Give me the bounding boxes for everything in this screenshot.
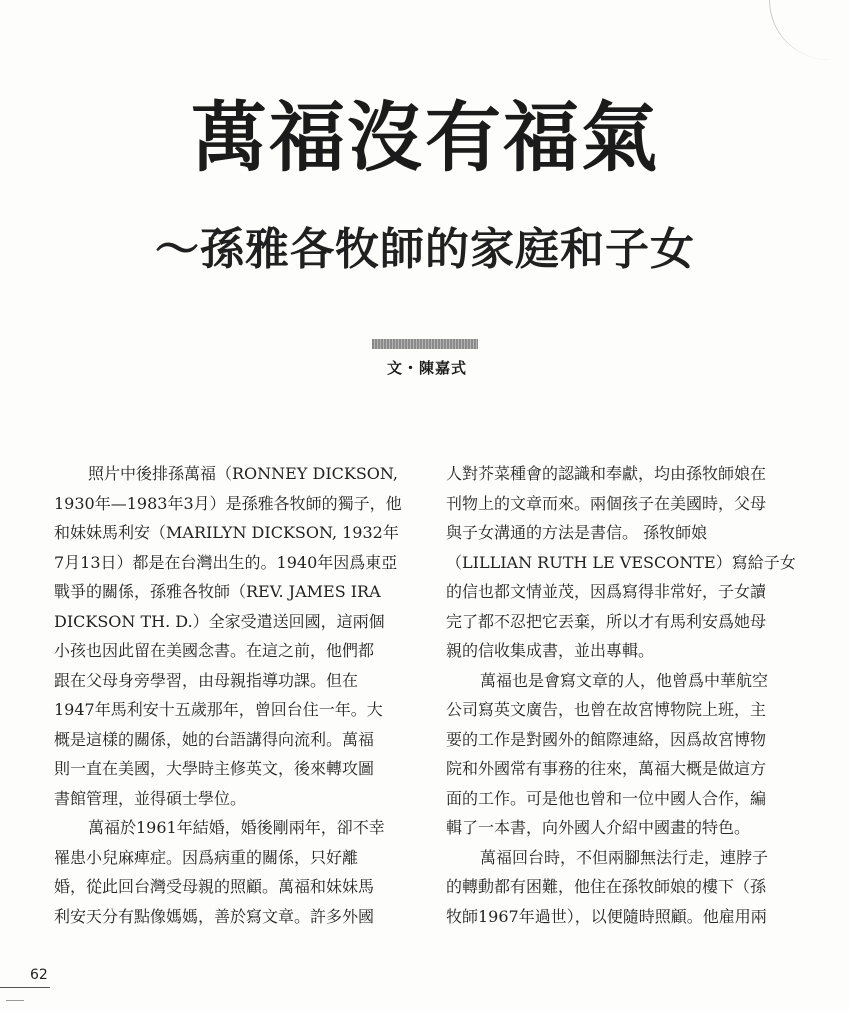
text-line: 的轉動都有困難，他住在孫牧師娘的樓下（孫 bbox=[446, 877, 767, 896]
text-line: 婚，從此回台灣受母親的照顧。萬福和妹妹馬 bbox=[54, 877, 375, 896]
text-line: 照片中後排孫萬福（RONNEY DICKSON, bbox=[88, 464, 398, 483]
text-line: 面的工作。可是他也曾和一位中國人合作，編 bbox=[446, 788, 767, 808]
text-line: 萬福於1961年結婚，婚後剛兩年，卻不幸 bbox=[88, 818, 385, 837]
text-line: （LILLIAN RUTH LE VESCONTE）寫給子女 bbox=[446, 552, 796, 572]
scan-edge-curve bbox=[769, 0, 850, 60]
byline: 文・陳嘉式 bbox=[386, 359, 467, 377]
text-line: 萬福也是會寫文章的人，他曾爲中華航空 bbox=[480, 670, 769, 690]
text-line: 萬福回台時，不但兩腳無法行走，連脖子 bbox=[480, 847, 769, 867]
text-line: 概是這樣的關係，她的台語講得向流利。萬福 bbox=[54, 729, 375, 749]
text-line: 和妹妹馬利安（MARILYN DICKSON, 1932年 bbox=[54, 523, 399, 542]
text-line: 7月13日）都是在台灣出生的。1940年因爲東亞 bbox=[54, 552, 398, 572]
text-line: 完了都不忍把它丟棄，所以才有馬利安爲她母 bbox=[446, 611, 767, 631]
text-line: 公司寫英文廣告，也曾在故宮博物院上班，主 bbox=[446, 700, 767, 719]
text-line: 利安天分有點像媽媽，善於寫文章。許多外國 bbox=[54, 906, 375, 926]
text-line: 要的工作是對國外的館際連絡，因爲故宮博物 bbox=[446, 729, 767, 749]
article-subtitle: ～孫雅各牧師的家庭和子女 bbox=[155, 224, 695, 275]
text-line: 刊物上的文章而來。兩個孩子在美國時，父母 bbox=[446, 493, 767, 513]
left-column bbox=[54, 459, 402, 931]
right-column bbox=[446, 459, 798, 931]
text-line: 1947年馬利安十五歲那年，曾回台住一年。大 bbox=[54, 700, 383, 719]
text-line: 輯了一本書，向外國人介紹中國畫的特色。 bbox=[446, 818, 751, 837]
text-line: 的信也都文情並茂，因爲寫得非常好，子女讀 bbox=[446, 582, 767, 601]
text-line: 牧師1967年過世），以便隨時照顧。他雇用兩 bbox=[446, 906, 767, 926]
text-line: 則一直在美國，大學時主修英文，後來轉攻圖 bbox=[54, 759, 375, 778]
text-line: DICKSON TH. D.）全家受遣送回國，這兩個 bbox=[54, 611, 385, 631]
byline-rule bbox=[372, 339, 478, 349]
text-line: 親的信收集成書，並出專輯。 bbox=[446, 641, 655, 660]
text-line: 書館管理，並得碩士學位。 bbox=[54, 788, 247, 808]
text-line: 院和外國常有事務的往來，萬福大概是做這方 bbox=[446, 759, 767, 778]
text-line: 與子女溝通的方法是書信。 孫牧師娘 bbox=[446, 523, 708, 542]
page-number: 62 bbox=[30, 967, 48, 983]
text-line: 戰爭的關係，孫雅各牧師（REV. JAMES IRA bbox=[54, 582, 381, 601]
text-line: 人對芥菜種會的認識和奉獻，均由孫牧師娘在 bbox=[446, 464, 767, 483]
text-line: 1930年—1983年3月）是孫雅各牧師的獨子，他 bbox=[54, 493, 402, 513]
text-line: 罹患小兒麻痺症。因爲病重的關係，只好離 bbox=[54, 847, 359, 867]
text-line: 跟在父母身旁學習，由母親指導功課。但在 bbox=[54, 670, 359, 690]
footer-rule bbox=[0, 987, 50, 988]
footer-mark bbox=[6, 1000, 24, 1001]
text-line: 小孩也因此留在美國念書。在這之前，他們都 bbox=[54, 641, 375, 660]
article-title: 萬福沒有福氣 bbox=[191, 93, 659, 182]
